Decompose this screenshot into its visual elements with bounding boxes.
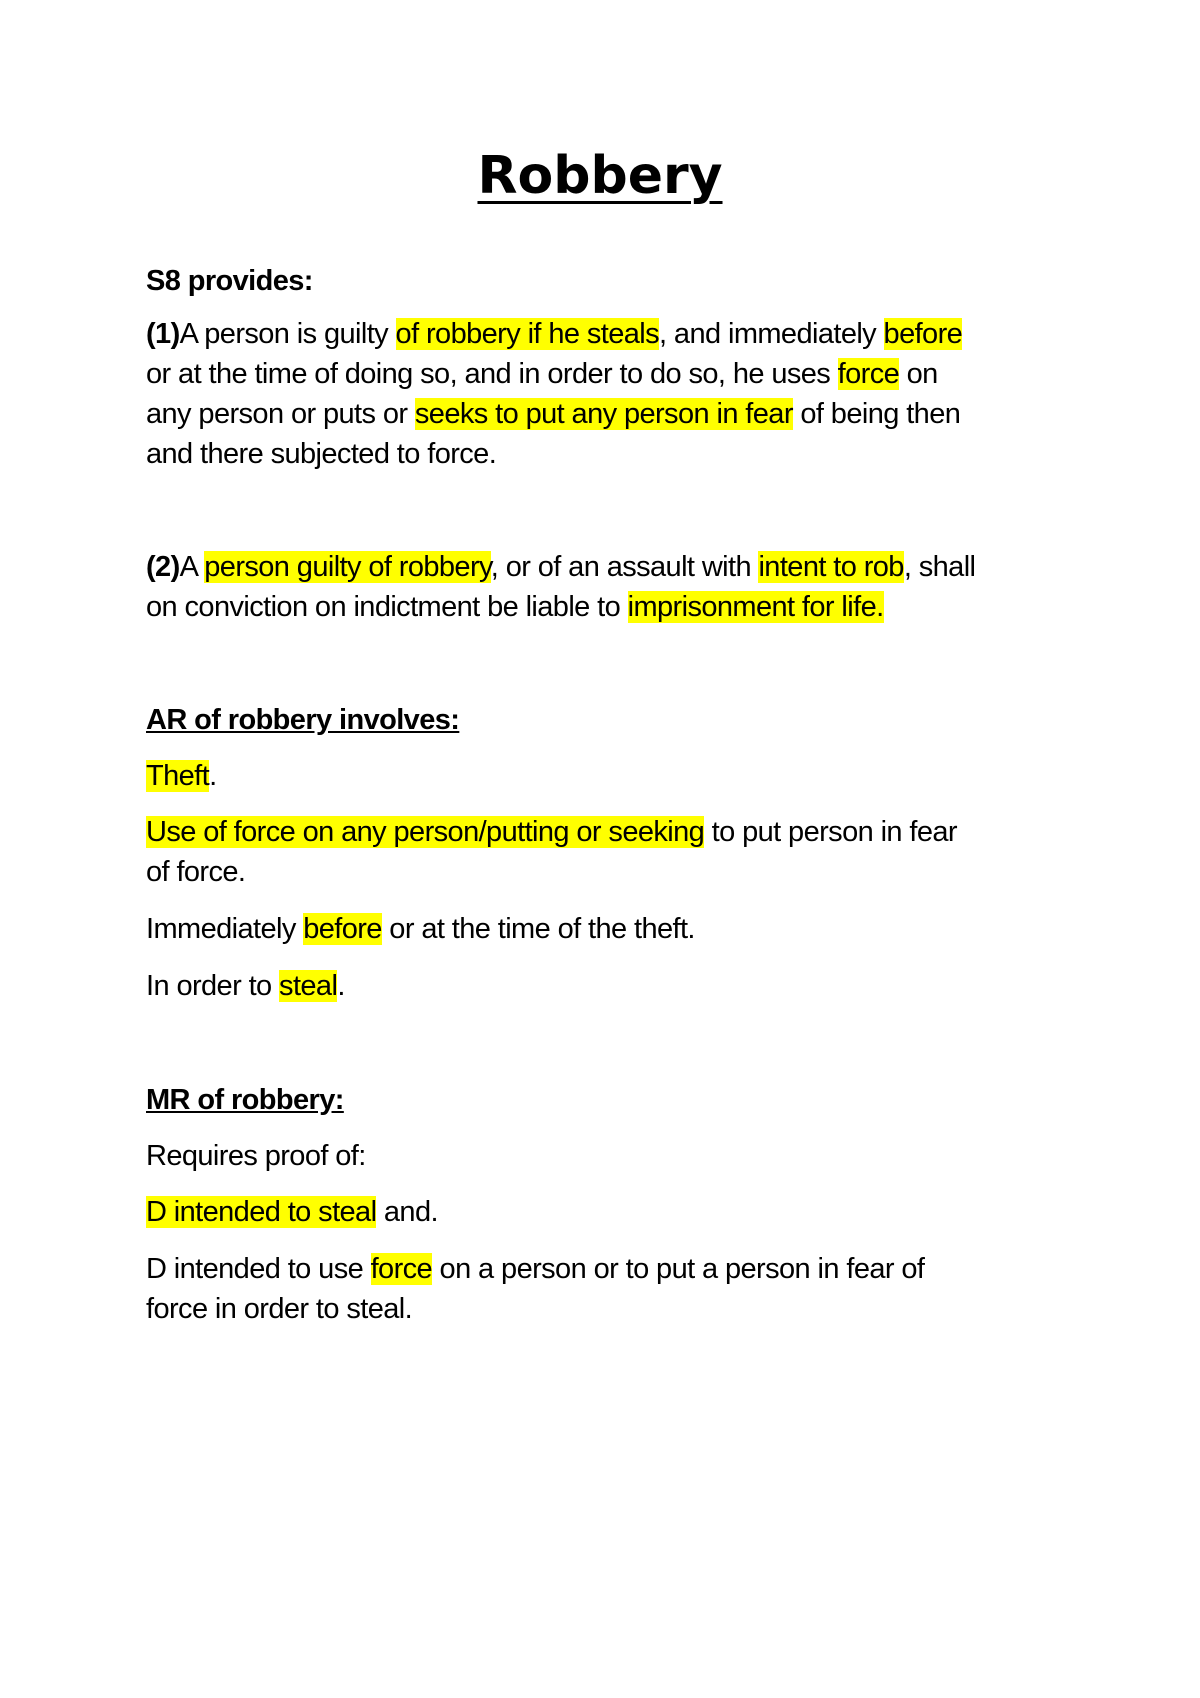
text-segment: or at the time of the theft. xyxy=(381,913,695,945)
text-segment: and. xyxy=(376,1196,438,1228)
mr-intro: Requires proof of: xyxy=(146,1140,366,1172)
mr-item xyxy=(146,1192,1086,1232)
text-segment: on xyxy=(899,358,938,390)
subsection-2-number: (2) xyxy=(146,551,180,583)
text-segment: , and immediately xyxy=(659,318,884,350)
highlighted-text: before xyxy=(303,913,382,945)
text-segment: In order to xyxy=(146,970,280,1002)
subsection-1-line-0 xyxy=(180,318,963,350)
text-segment: A person is guilty xyxy=(179,318,396,350)
highlighted-text: Theft xyxy=(146,760,210,792)
ar-item xyxy=(146,909,1086,949)
highlighted-text: intent to rob xyxy=(758,551,904,583)
ar-heading: AR of robbery involves: xyxy=(146,704,460,736)
highlighted-text: Use of force on any person/putting or seeking xyxy=(146,816,705,848)
text-segment: on conviction on indictment be liable to xyxy=(146,591,628,623)
text-segment: , shall xyxy=(903,551,976,583)
text-segment: . xyxy=(337,970,345,1002)
subsection-1 xyxy=(146,314,1086,474)
highlighted-text: imprisonment for life. xyxy=(627,591,884,623)
highlighted-text: steal xyxy=(279,970,338,1002)
ar-item-line xyxy=(146,812,1086,852)
highlighted-text: force xyxy=(837,358,900,390)
text-segment: A xyxy=(179,551,205,583)
subsection-1-number: (1) xyxy=(146,318,180,350)
text-segment: , or of an assault with xyxy=(490,551,759,583)
page-title: Robbery xyxy=(477,146,723,206)
mr-item-line xyxy=(146,1289,1086,1329)
text-segment: Immediately xyxy=(146,913,304,945)
text-segment: of being then xyxy=(792,398,961,430)
text-segment: to put person in fear xyxy=(704,816,957,848)
highlighted-text: D intended to steal xyxy=(146,1196,377,1228)
text-segment: of force. xyxy=(146,856,246,888)
text-segment: on a person or to put a person in fear of xyxy=(432,1253,925,1285)
mr-item-line xyxy=(146,1249,1086,1289)
text-segment: force in order to steal. xyxy=(146,1293,413,1325)
mr-item xyxy=(146,1249,1086,1329)
subsection-1-line-3 xyxy=(146,434,1086,474)
subsection-1-line-1 xyxy=(146,354,1086,394)
highlighted-text: force xyxy=(370,1253,433,1285)
highlighted-text: of robbery if he steals xyxy=(395,318,660,350)
text-segment: any person or puts or xyxy=(146,398,415,430)
highlighted-text: person guilty of robbery xyxy=(204,551,491,583)
text-segment: . xyxy=(209,760,217,792)
text-segment: and there subjected to force. xyxy=(146,438,497,470)
subsection-2 xyxy=(146,547,1086,627)
text-segment: D intended to use xyxy=(146,1253,371,1285)
subsection-1-line xyxy=(146,314,1086,354)
ar-item xyxy=(146,966,1086,1006)
ar-item xyxy=(146,756,1086,796)
ar-item-line xyxy=(146,852,1086,892)
subsection-2-line xyxy=(146,547,1086,587)
ar-item xyxy=(146,812,1086,892)
s8-heading: S8 provides: xyxy=(146,265,313,297)
text-segment: or at the time of doing so, and in order to do so, he uses xyxy=(146,358,838,390)
highlighted-text: seeks to put any person in fear xyxy=(414,398,793,430)
highlighted-text: before xyxy=(883,318,963,350)
subsection-2-line-1 xyxy=(146,587,1086,627)
mr-heading: MR of robbery: xyxy=(146,1084,344,1116)
subsection-1-line-2 xyxy=(146,394,1086,434)
subsection-2-line-0 xyxy=(180,551,976,583)
